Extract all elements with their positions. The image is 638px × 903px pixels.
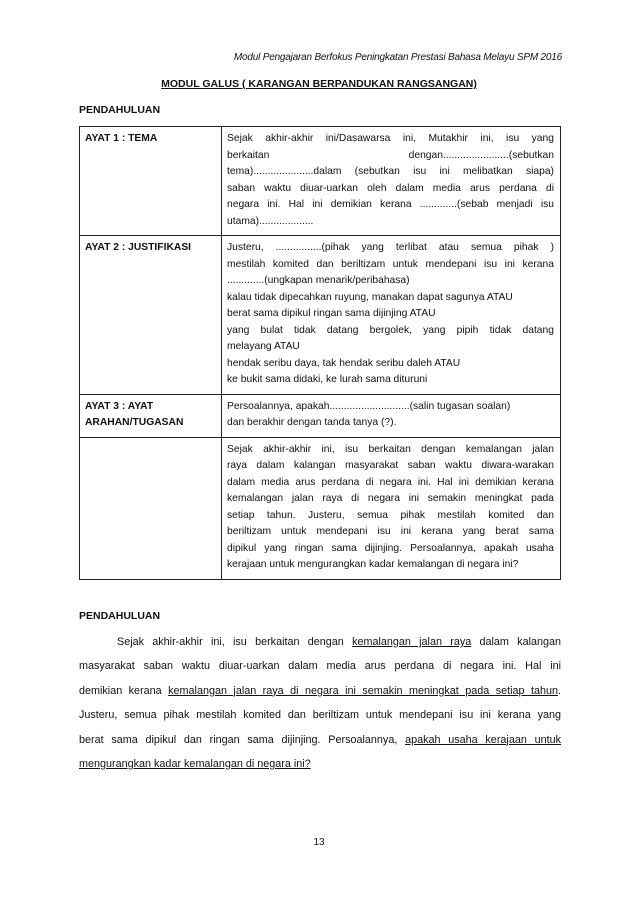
paragraph-line: mengurangkan kadar kemalangan di negara ini? bbox=[79, 757, 311, 770]
row-label bbox=[80, 394, 222, 437]
content-line: dan berakhir dengan tanda tanya (?). bbox=[227, 417, 397, 428]
paragraph-line: Justeru, semua pihak mestilah komited dan beriltizam untuk mendepani isu ini kerana yang bbox=[79, 709, 561, 722]
table-row bbox=[80, 236, 561, 395]
row-label: AYAT 2 : JUSTIFIKASI bbox=[80, 236, 222, 395]
section-heading-1: PENDAHULUAN bbox=[79, 104, 161, 116]
content-line: negara ini. Hal ini demikian kerana .............(sebab menjadi isu bbox=[227, 199, 554, 210]
content-line: Sejak akhir-akhir ini, isu berkaitan dengan kemalangan jalan bbox=[227, 443, 554, 455]
row-label-line: ARAHAN/TUGASAN bbox=[85, 417, 184, 428]
row-label bbox=[80, 437, 222, 579]
content-line: dalam media arus perdana di negara ini. Hal ini demikian kerana bbox=[227, 476, 554, 488]
content-line: Sejak akhir-akhir ini/Dasawarsa ini, Mutakhir ini, isu yang bbox=[227, 133, 554, 144]
paragraph-line: berat sama dipikul dan ringan sama dijinjing. Persoalannya, apakah usaha kerajaan untuk bbox=[79, 733, 561, 746]
paragraph-line: Sejak akhir-akhir ini, isu berkaitan dengan kemalangan jalan raya dalam kalangan bbox=[117, 636, 561, 648]
content-line: melayang ATAU bbox=[227, 341, 300, 352]
pendahuluan-paragraph bbox=[79, 630, 561, 776]
content-line: kerajaan untuk mengurangkan kadar kemalangan di negara ini? bbox=[227, 559, 519, 570]
content-line: setiap tahun. Justeru, semua pihak mestilah komited dan bbox=[227, 509, 554, 521]
content-line: berat sama dipikul ringan sama dijinjing ATAU bbox=[227, 308, 436, 319]
row-label-line: AYAT 3 : AYAT bbox=[85, 400, 154, 412]
row-content bbox=[222, 437, 561, 579]
table-row bbox=[80, 437, 561, 579]
table-row bbox=[80, 127, 561, 236]
table-row bbox=[80, 394, 561, 437]
paragraph-line: masyarakat saban waktu diuar-uarkan dalam media arus perdana di negara ini. Hal ini bbox=[79, 660, 561, 673]
running-header: Modul Pengajaran Berfokus Peningkatan Prestasi Bahasa Melayu SPM 2016 bbox=[233, 52, 562, 63]
ayat-table bbox=[79, 126, 561, 580]
row-content bbox=[222, 394, 561, 437]
content-line: yang bulat tidak datang bergolek, yang pipih tidak datang bbox=[227, 324, 554, 336]
content-line: dipikul yang ringan sama dijinjing. Persoalannya, apakah usaha bbox=[227, 542, 554, 554]
paragraph-line: demikian kerana kemalangan jalan raya di negara ini semakin meningkat pada setiap tahun. bbox=[79, 684, 561, 697]
page-title: MODUL GALUS ( KARANGAN BERPANDUKAN RANGSANGAN) bbox=[161, 78, 477, 90]
content-line: utama)................... bbox=[227, 215, 314, 227]
content-line: tema).....................dalam (sebutkan isu ini melibatkan siapa) bbox=[227, 166, 554, 177]
content-line: ke bukit sama didaki, ke lurah sama dituruni bbox=[227, 374, 428, 385]
content-line: hendak seribu daya, tak hendak seribu daleh ATAU bbox=[227, 357, 461, 369]
content-line: kalau tidak dipecahkan ruyung, manakan dapat sagunya ATAU bbox=[227, 291, 513, 303]
content-line: Persoalannya, apakah............................(salin tugasan soalan) bbox=[227, 400, 511, 412]
page-number: 13 bbox=[313, 837, 325, 848]
content-line: mestilah komited dan beriltizam untuk mendepani isu ini kerana bbox=[227, 258, 554, 270]
row-label: AYAT 1 : TEMA bbox=[80, 127, 222, 236]
section-heading-2: PENDAHULUAN bbox=[79, 610, 161, 622]
row-content bbox=[222, 127, 561, 236]
content-line: Justeru, ................(pihak yang terlibat atau semua pihak ) bbox=[227, 242, 554, 253]
content-line: saban waktu diuar-uarkan oleh dalam media arus perdana di bbox=[227, 182, 554, 194]
content-line: .............(ungkapan menarik/peribahasa) bbox=[227, 275, 410, 286]
content-line: berkaitan dengan.......................(sebutkan bbox=[227, 149, 554, 161]
content-line: raya dalam kalangan masyarakat saban waktu diwara-warakan bbox=[227, 460, 554, 471]
row-content bbox=[222, 236, 561, 395]
content-line: beriltizam untuk mendepani isu ini kerana yang berat sama bbox=[227, 526, 554, 537]
content-line: kemalangan jalan raya di negara ini semakin meningkat pada bbox=[227, 493, 554, 504]
